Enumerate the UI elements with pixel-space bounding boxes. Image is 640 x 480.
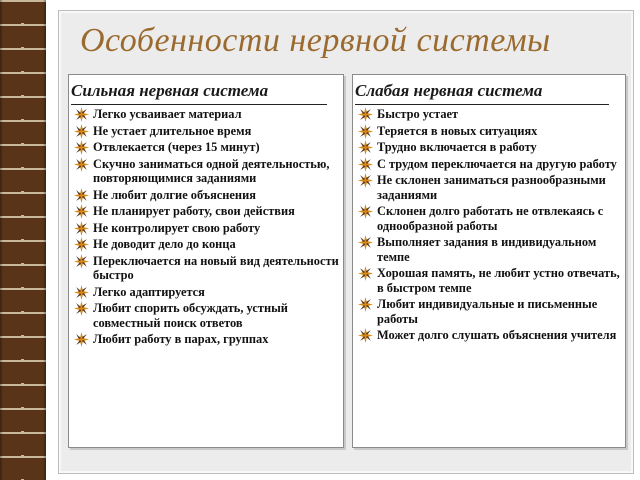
decorative-wood-strip [0, 0, 46, 480]
list-item: Не устает длительное время [73, 124, 341, 139]
star-bullet-icon [74, 188, 89, 203]
list-item: Не любит долгие объяснения [73, 188, 341, 203]
list-item: Может долго слушать объяснения учителя [357, 328, 623, 343]
star-bullet-icon [74, 157, 89, 172]
star-bullet-icon [358, 235, 373, 250]
star-bullet-icon [74, 254, 89, 269]
list-item: С трудом переключается на другую работу [357, 157, 623, 172]
list-item: Легко адаптируется [73, 285, 341, 300]
list-item: Быстро устает [357, 107, 623, 122]
list-item: Не доводит дело до конца [73, 237, 341, 252]
strong-nervous-system-panel [68, 74, 344, 448]
star-bullet-icon [74, 332, 89, 347]
list-item: Не склонен заниматься разнообразными заданиями [357, 173, 623, 202]
list-item: Хорошая память, не любит устно отвечать, в быстром темпе [357, 266, 623, 295]
list-item: Выполняет задания в индивидуальном темпе [357, 235, 623, 264]
list-item: Трудно включается в работу [357, 140, 623, 155]
star-bullet-icon [358, 328, 373, 343]
star-bullet-icon [358, 124, 373, 139]
star-bullet-icon [358, 204, 373, 219]
strong-panel-heading: Сильная нервная система [71, 81, 341, 105]
list-item: Любит спорить обсуждать, устный совместный поиск ответов [73, 301, 341, 330]
list-item: Не планирует работу, свои действия [73, 204, 341, 219]
star-bullet-icon [358, 266, 373, 281]
list-item: Не контролирует свою работу [73, 221, 341, 236]
star-bullet-icon [74, 285, 89, 300]
star-bullet-icon [358, 107, 373, 122]
list-item: Любит индивидуальные и письменные работы [357, 297, 623, 326]
weak-nervous-system-panel [352, 74, 626, 448]
star-bullet-icon [74, 140, 89, 155]
star-bullet-icon [358, 297, 373, 312]
weak-traits-list [357, 107, 623, 345]
star-bullet-icon [358, 140, 373, 155]
star-bullet-icon [358, 173, 373, 188]
list-item: Отвлекается (через 15 минут) [73, 140, 341, 155]
weak-panel-heading: Слабая нервная система [355, 81, 623, 105]
star-bullet-icon [358, 157, 373, 172]
star-bullet-icon [74, 301, 89, 316]
star-bullet-icon [74, 221, 89, 236]
list-item: Склонен долго работать не отвлекаясь с однообразной работы [357, 204, 623, 233]
list-item: Теряется в новых ситуациях [357, 124, 623, 139]
list-item: Скучно заниматься одной деятельностью, повторяющимися заданиями [73, 157, 341, 186]
star-bullet-icon [74, 107, 89, 122]
list-item: Любит работу в парах, группах [73, 332, 341, 347]
list-item: Легко усваивает материал [73, 107, 341, 122]
page-title: Особенности нервной системы [80, 22, 551, 59]
star-bullet-icon [74, 204, 89, 219]
star-bullet-icon [74, 124, 89, 139]
list-item: Переключается на новый вид деятельности быстро [73, 254, 341, 283]
strong-traits-list [73, 107, 341, 349]
star-bullet-icon [74, 237, 89, 252]
